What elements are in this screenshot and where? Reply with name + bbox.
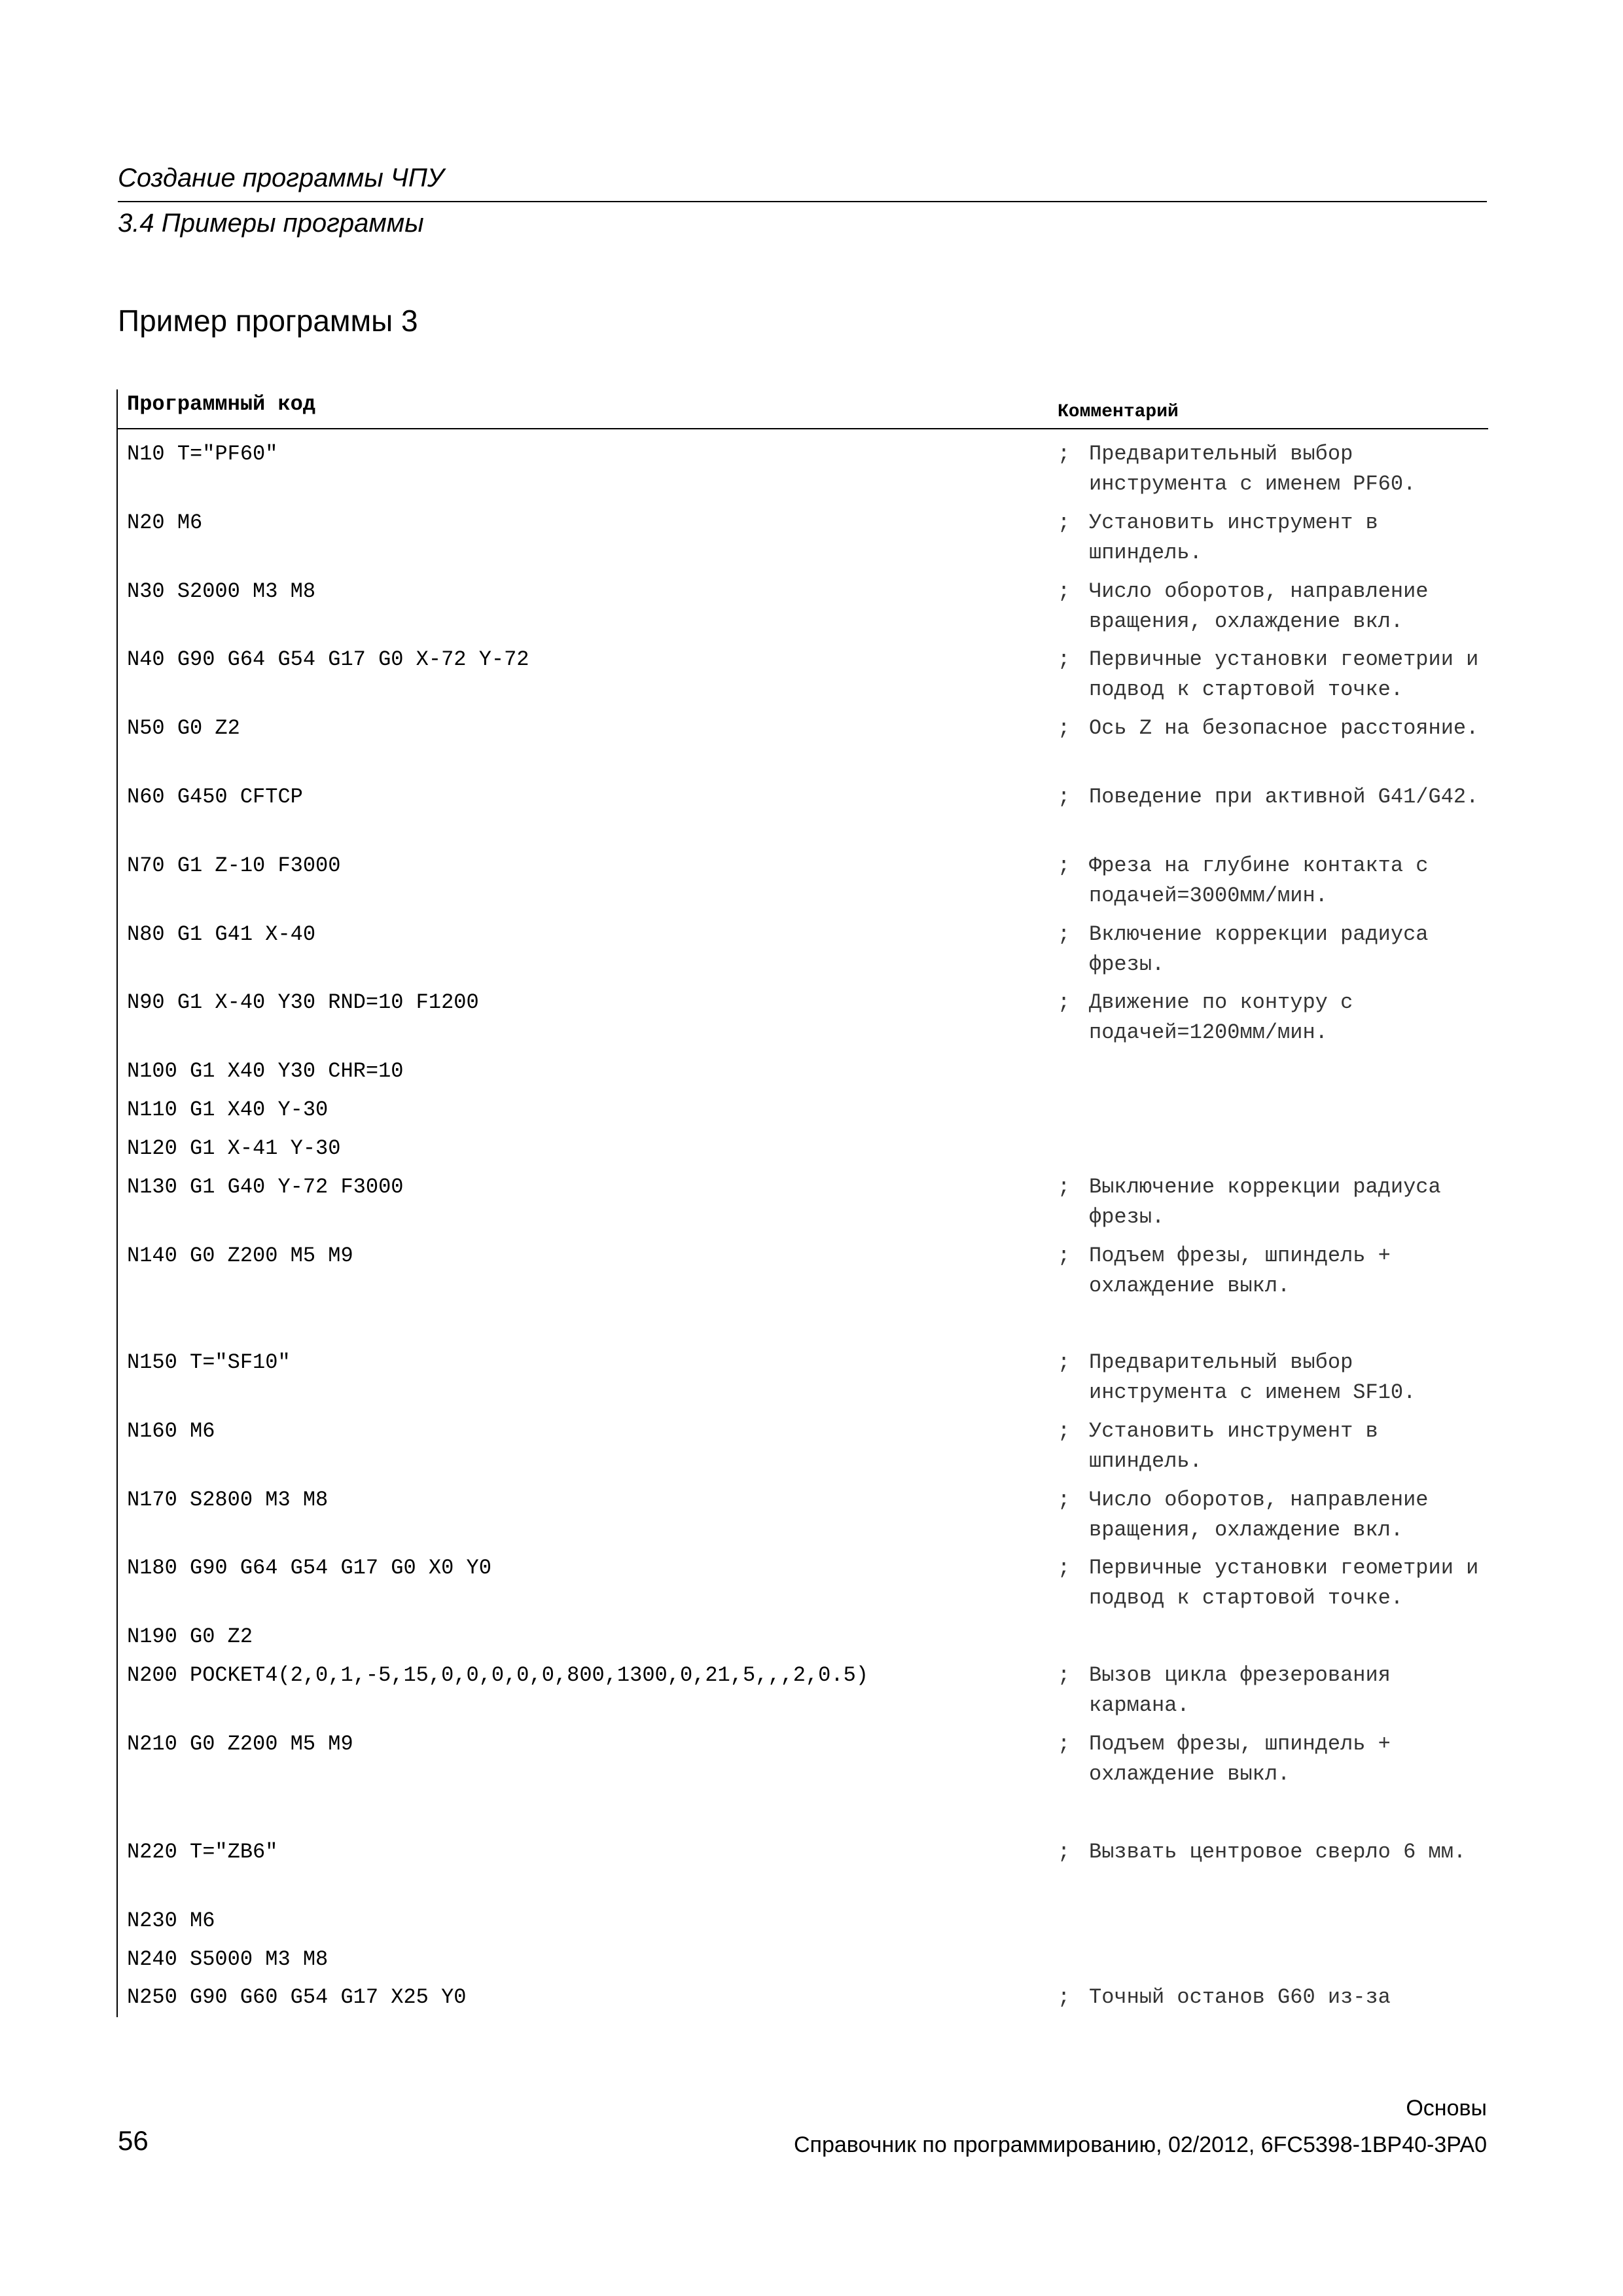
comment-marker: ;: [1058, 1556, 1071, 1580]
code-comment: Фреза на глубине контакта с подачей=3000мм/мин.: [1089, 853, 1429, 908]
code-comment: Точный останов G60 из-за: [1089, 1985, 1391, 2009]
code-line: N50 G0 Z2: [127, 716, 240, 740]
footer-book-title: Основы: [1406, 2096, 1487, 2121]
code-comment: Движение по контуру с подачей=1200мм/мин.: [1089, 990, 1353, 1045]
code-comment: Установить инструмент в шпиндель.: [1089, 511, 1378, 565]
comment-marker: ;: [1058, 1244, 1071, 1268]
code-comment: Вызов цикла фрезерования кармана.: [1089, 1663, 1391, 1717]
comment-marker: ;: [1058, 1350, 1071, 1374]
code-line: N40 G90 G64 G54 G17 G0 X-72 Y-72: [127, 647, 529, 672]
program-code-table: [116, 389, 1488, 2017]
comment-marker: ;: [1058, 1419, 1071, 1443]
code-line: N60 G450 CFTCP: [127, 785, 303, 809]
comment-marker: ;: [1058, 1840, 1071, 1864]
code-comment: Число оборотов, направление вращения, охлаждение вкл.: [1089, 579, 1429, 634]
comment-marker: ;: [1058, 647, 1071, 672]
code-comment: Вызвать центровое сверло 6 мм.: [1089, 1840, 1467, 1864]
table-header-rule: [118, 428, 1488, 429]
chapter-title: Создание программы ЧПУ: [118, 164, 444, 192]
comment-marker: ;: [1058, 785, 1071, 809]
code-line: N230 M6: [127, 1909, 215, 1933]
code-comment: Первичные установки геометрии и подвод к стартовой точке.: [1089, 1556, 1479, 1610]
code-line: N30 S2000 M3 M8: [127, 579, 316, 603]
code-comment: Установить инструмент в шпиндель.: [1089, 1419, 1378, 1473]
comment-marker: ;: [1058, 922, 1071, 946]
code-line: N20 M6: [127, 511, 203, 535]
comment-marker: ;: [1058, 1488, 1071, 1512]
comment-marker: ;: [1058, 511, 1071, 535]
code-comment: Предварительный выбор инструмента с именем PF60.: [1089, 442, 1416, 496]
code-line: N170 S2800 M3 M8: [127, 1488, 329, 1512]
code-line: N140 G0 Z200 M5 M9: [127, 1244, 353, 1268]
comment-marker: ;: [1058, 853, 1071, 878]
code-comment: Число оборотов, направление вращения, охлаждение вкл.: [1089, 1488, 1429, 1542]
code-comment: Подъем фрезы, шпиндель + охлаждение выкл.: [1089, 1244, 1391, 1298]
page-number: 56: [118, 2125, 149, 2156]
code-line: N130 G1 G40 Y-72 F3000: [127, 1175, 404, 1199]
code-line: N210 G0 Z200 M5 M9: [127, 1732, 353, 1756]
code-line: N90 G1 X-40 Y30 RND=10 F1200: [127, 990, 479, 1014]
code-comment: Выключение коррекции радиуса фрезы.: [1089, 1175, 1441, 1229]
code-comment: Подъем фрезы, шпиндель + охлаждение выкл.: [1089, 1732, 1391, 1786]
code-comment: Включение коррекции радиуса фрезы.: [1089, 922, 1429, 977]
footer-reference: Справочник по программированию, 02/2012, 6FC5398-1BP40-3PA0: [794, 2132, 1487, 2157]
code-comment: Ось Z на безопасное расстояние.: [1089, 716, 1479, 740]
code-line: N240 S5000 M3 M8: [127, 1947, 329, 1971]
code-line: N10 T="PF60": [127, 442, 278, 466]
comment-marker: ;: [1058, 716, 1071, 740]
comment-marker: ;: [1058, 1175, 1071, 1199]
code-line: N220 T="ZB6": [127, 1840, 278, 1864]
header-rule: [118, 201, 1487, 202]
code-line: N120 G1 X-41 Y-30: [127, 1136, 341, 1160]
code-line: N180 G90 G64 G54 G17 G0 X0 Y0: [127, 1556, 491, 1580]
code-comment: Первичные установки геометрии и подвод к стартовой точке.: [1089, 647, 1479, 702]
code-line: N190 G0 Z2: [127, 1624, 253, 1649]
code-line: N150 T="SF10": [127, 1350, 291, 1374]
code-line: N110 G1 X40 Y-30: [127, 1098, 329, 1122]
comment-marker: ;: [1058, 1663, 1071, 1687]
column-header-comment: Комментарий: [1058, 402, 1179, 422]
code-line: N80 G1 G41 X-40: [127, 922, 316, 946]
code-line: N160 M6: [127, 1419, 215, 1443]
comment-marker: ;: [1058, 442, 1071, 466]
code-comment: Поведение при активной G41/G42.: [1089, 785, 1479, 809]
comment-marker: ;: [1058, 1732, 1071, 1756]
code-line: N100 G1 X40 Y30 CHR=10: [127, 1059, 404, 1083]
comment-marker: ;: [1058, 990, 1071, 1014]
section-title: 3.4 Примеры программы: [118, 209, 424, 238]
code-line: N70 G1 Z-10 F3000: [127, 853, 341, 878]
column-header-code: Программный код: [127, 392, 316, 416]
code-comment: Предварительный выбор инструмента с именем SF10.: [1089, 1350, 1416, 1405]
example-title: Пример программы 3: [118, 304, 418, 338]
comment-marker: ;: [1058, 579, 1071, 603]
comment-marker: ;: [1058, 1985, 1071, 2009]
code-line: N250 G90 G60 G54 G17 X25 Y0: [127, 1985, 467, 2009]
code-line: N200 POCKET4(2,0,1,-5,15,0,0,0,0,0,800,1300,0,21,5,,,2,0.5): [127, 1663, 868, 1687]
